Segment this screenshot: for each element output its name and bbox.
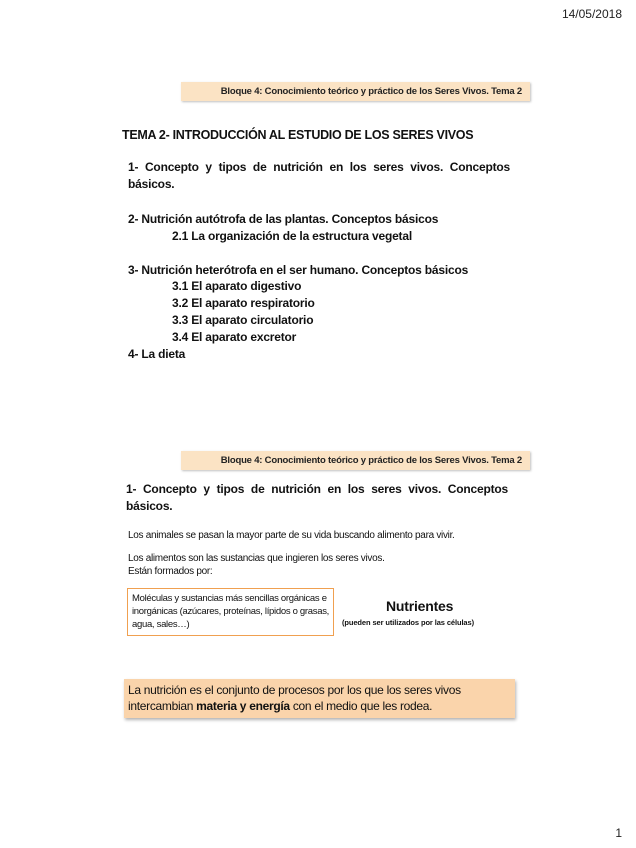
print-date: 14/05/2018 <box>561 7 622 21</box>
toc-item-3-1: 3.1 El aparato digestivo <box>172 279 302 293</box>
nutrition-definition-callout <box>124 679 515 718</box>
toc-item-3-2: 3.2 El aparato respiratorio <box>172 296 315 310</box>
toc-item-4: 4- La dieta <box>128 347 186 361</box>
toc-item-2: 2- Nutrición autótrofa de las plantas. Conceptos básicos <box>128 212 439 226</box>
callout-bold-energia: energía <box>249 699 290 713</box>
slide1-banner: Bloque 4: Conocimiento teórico y práctico de los Seres Vivos. Tema 2 <box>181 82 530 101</box>
toc-item-3: 3- Nutrición heterótrofa en el ser humano. Conceptos básicos <box>128 263 469 277</box>
callout-text-start: La nutrición es el conjunto de procesos por los que los seres vivos intercambian <box>128 683 461 713</box>
slide2-paragraph-3: Están formados por: <box>128 566 213 577</box>
callout-text-end: con el medio que les rodea. <box>292 699 433 713</box>
slide2-banner: Bloque 4: Conocimiento teórico y práctico de los Seres Vivos. Tema 2 <box>181 451 530 470</box>
toc-item-3-4: 3.4 El aparato excretor <box>172 330 297 344</box>
callout-bold-materia: materia <box>196 699 237 713</box>
slide2-paragraph-1: Los animales se pasan la mayor parte de su vida buscando alimento para vivir. <box>128 530 455 541</box>
slide1-title: TEMA 2- INTRODUCCIÓN AL ESTUDIO DE LOS SERES VIVOS <box>122 128 474 142</box>
nutrients-subtitle: (pueden ser utilizados por las células) <box>342 618 474 627</box>
page-number: 1 <box>615 826 622 840</box>
callout-and: y <box>239 699 247 713</box>
nutrients-title: Nutrientes <box>386 598 454 614</box>
toc-item-2-1: 2.1 La organización de la estructura vegetal <box>172 229 412 243</box>
slide2-paragraph-2: Los alimentos son las sustancias que ingieren los seres vivos. <box>128 553 385 564</box>
slide2-heading: 1- Concepto y tipos de nutrición en los seres vivos. Conceptos básicos. <box>126 482 508 513</box>
toc-item-1: 1- Concepto y tipos de nutrición en los seres vivos. Conceptos básicos. <box>128 160 510 191</box>
molecules-box: Moléculas y sustancias más sencillas orgánicas e inorgánicas (azúcares, proteínas, lípidos o grasas, agua, sales…) <box>127 588 334 636</box>
toc-item-3-3: 3.3 El aparato circulatorio <box>172 313 314 327</box>
